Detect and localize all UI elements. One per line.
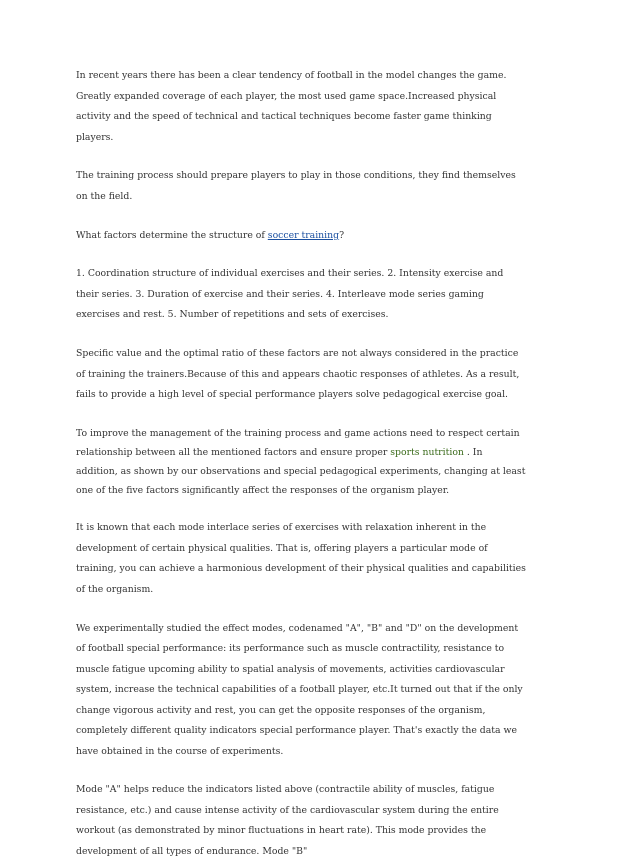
paragraph-5: Specific value and the optimal ratio of these factors are not always considered in the practice of training the trainers.Because of this and appears chaotic responses of athletes. As a result, fails to provide a high level of special performance players solve pedagogical exercise goal.: [76, 348, 520, 401]
paragraph-6-text: To improve the management of the training process and game actions need to respect certain relationship between all the mentioned factors and ensure proper: [76, 427, 520, 458]
paragraph-7: It is known that each mode interlace series of exercises with relaxation inherent in the development of certain physical qualities. That is, offering players a particular mode of training, you can achieve a harmonious development of their physical qualities and capabilities of the organism.: [76, 522, 526, 595]
soccer-training-link[interactable]: soccer training: [267, 229, 340, 241]
paragraph-3: [76, 226, 526, 247]
paragraph-6: [76, 424, 526, 500]
paragraph-2: The training process should prepare players to play in those conditions, they find themselves on the field.: [76, 170, 516, 202]
sports-nutrition-link[interactable]: sports nutrition: [390, 446, 464, 458]
paragraph-4: 1. Coordination structure of individual exercises and their series. 2. Intensity exercise and their series. 3. Duration of exercise and their series. 4. Interleave mode series gaming exercises and rest. 5. Number of repetitions and sets of exercises.: [76, 268, 504, 321]
paragraph-6-tail: . In addition, as shown by our observations and special pedagogical experiments, changing at least one of the five factors significantly affect the responses of the organism player.: [76, 446, 526, 496]
paragraph-3-text: What factors determine the structure of: [76, 229, 268, 241]
paragraph-9: Mode "A" helps reduce the indicators listed above (contractile ability of muscles, fatigue resistance, etc.) and cause intense activity of the cardiovascular system during the entire workout (as demonstrated by minor fluctuations in heart rate). This mode provides the development of all types of endurance. Mode "B": [76, 784, 499, 857]
paragraph-1: In recent years there has been a clear tendency of football in the model changes the game. Greatly expanded coverage of each player, the most used game space.Increased physical activity and the speed of technical and tactical techniques become faster game thinking players.: [76, 70, 507, 143]
paragraph-8: We experimentally studied the effect modes, codenamed "A", "B" and "D" on the development of football special performance: its performance such as muscle contractility, resistance to muscle fatigue upcoming ability to spatial analysis of movements, activities cardiovascular system, increase the technical capabilities of a football player, etc.It turned out that if the only change vigorous activity and rest, you can get the opposite responses of the organism, completely different quality indicators special performance player. That's exactly the data we have obtained in the course of experiments.: [76, 622, 523, 757]
paragraph-3-tail: ?: [339, 229, 345, 241]
